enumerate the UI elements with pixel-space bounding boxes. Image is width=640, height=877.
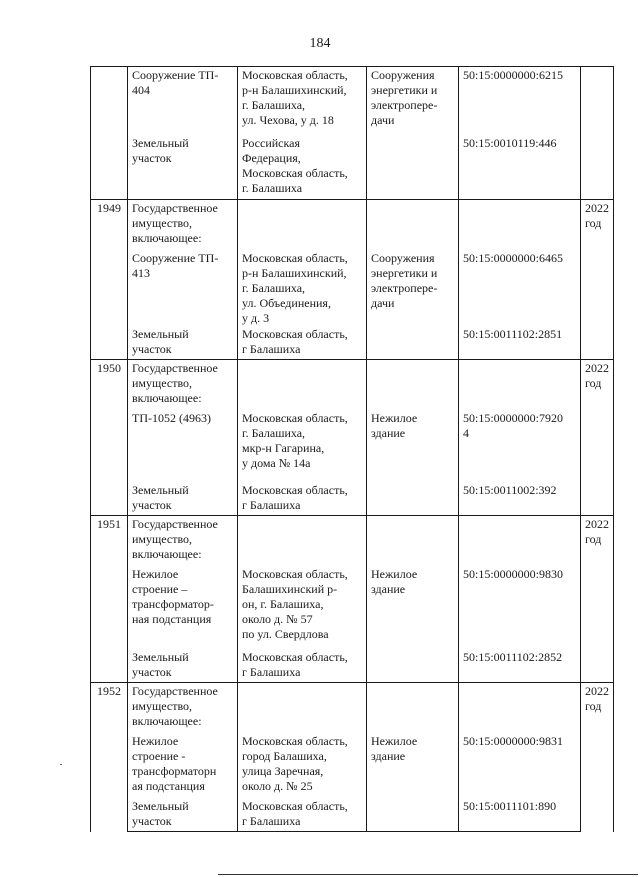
cadastral-number: 50:15:0010119:446 (459, 135, 581, 200)
page-number: 184 (309, 36, 331, 51)
object-name: Земельный участок (128, 649, 238, 683)
table-row (91, 135, 614, 200)
object-type (367, 683, 459, 733)
object-name: Государственное имущество, включающее: (128, 360, 238, 410)
object-name: ТП-1052 (4963) (128, 410, 238, 482)
object-name: Сооружение ТП- 413 (128, 250, 238, 326)
table-row (91, 482, 614, 516)
object-type: Нежилое здание (367, 733, 459, 798)
object-type (367, 516, 459, 566)
entry-number: 1950 (91, 360, 128, 516)
cadastral-number (459, 516, 581, 566)
cadastral-number: 50:15:0011101:890 (459, 798, 581, 832)
object-name: Земельный участок (128, 482, 238, 516)
object-address: Московская область, р-н Балашихинский, г. Балашиха, ул. Объединения, у д. 3 (238, 250, 367, 326)
object-address: Московская область, р-н Балашихинский, г. Балашиха, ул. Чехова, у д. 18 (238, 67, 367, 135)
cadastral-number (459, 360, 581, 410)
table-row (91, 798, 614, 832)
cadastral-number: 50:15:0011102:2852 (459, 649, 581, 683)
object-type: Сооружения энергетики и электропере- дачи (367, 250, 459, 326)
object-type: Нежилое здание (367, 566, 459, 649)
cadastral-number: 50:15:0000000:7920 4 (459, 410, 581, 482)
table-row (91, 516, 614, 566)
object-address: Российская Федерация, Московская область, г. Балашиха (238, 135, 367, 200)
cadastral-number: 50:15:0000000:9831 (459, 733, 581, 798)
entry-year (581, 67, 614, 200)
object-name: Земельный участок (128, 326, 238, 360)
property-register-table (90, 66, 614, 832)
object-type (367, 798, 459, 832)
table-row (91, 250, 614, 326)
table-row (91, 649, 614, 683)
object-type: Нежилое здание (367, 410, 459, 482)
cadastral-number: 50:15:0011102:2851 (459, 326, 581, 360)
object-name: Сооружение ТП- 404 (128, 67, 238, 135)
entry-number: 1952 (91, 683, 128, 832)
entry-year: 2022 год (581, 360, 614, 516)
cadastral-number: 50:15:0000000:6215 (459, 67, 581, 135)
cadastral-number (459, 200, 581, 250)
object-type (367, 360, 459, 410)
object-name: Государственное имущество, включающее: (128, 200, 238, 250)
entry-year: 2022 год (581, 683, 614, 832)
object-address: Московская область, г. Балашиха, мкр-н Гагарина, у дома № 14а (238, 410, 367, 482)
table-row (91, 683, 614, 733)
entry-number: 1949 (91, 200, 128, 360)
table-row (91, 733, 614, 798)
scan-artifact (60, 764, 62, 765)
entry-year: 2022 год (581, 516, 614, 683)
table-row (91, 360, 614, 410)
object-address: Московская область, г Балашиха (238, 326, 367, 360)
footer-rule (218, 874, 638, 875)
entry-year: 2022 год (581, 200, 614, 360)
table-row (91, 67, 614, 135)
object-address: Московская область, г Балашиха (238, 482, 367, 516)
object-type: Сооружения энергетики и электропере- дачи (367, 67, 459, 135)
cadastral-number: 50:15:0000000:9830 (459, 566, 581, 649)
object-name: Нежилое строение – трансформатор- ная подстанция (128, 566, 238, 649)
object-type (367, 326, 459, 360)
cadastral-number (459, 683, 581, 733)
table-row (91, 326, 614, 360)
object-type (367, 482, 459, 516)
cadastral-number: 50:15:0011002:392 (459, 482, 581, 516)
table-row (91, 566, 614, 649)
object-address: Московская область, Балашихинский р- он, г. Балашиха, около д. № 57 по ул. Свердлова (238, 566, 367, 649)
object-address (238, 360, 367, 410)
object-address: Московская область, г Балашиха (238, 798, 367, 832)
object-name: Государственное имущество, включающее: (128, 516, 238, 566)
object-address (238, 516, 367, 566)
object-address: Московская область, г Балашиха (238, 649, 367, 683)
object-type (367, 649, 459, 683)
table-row (91, 410, 614, 482)
cadastral-number: 50:15:0000000:6465 (459, 250, 581, 326)
object-name: Нежилое строение - трансформаторн ая подстанция (128, 733, 238, 798)
entry-number (91, 67, 128, 200)
object-type (367, 135, 459, 200)
object-name: Государственное имущество, включающее: (128, 683, 238, 733)
object-name: Земельный участок (128, 798, 238, 832)
object-name: Земельный участок (128, 135, 238, 200)
object-type (367, 200, 459, 250)
table-row (91, 200, 614, 250)
object-address: Московская область, город Балашиха, улица Заречная, около д. № 25 (238, 733, 367, 798)
object-address (238, 683, 367, 733)
object-address (238, 200, 367, 250)
register-body (91, 67, 614, 832)
entry-number: 1951 (91, 516, 128, 683)
